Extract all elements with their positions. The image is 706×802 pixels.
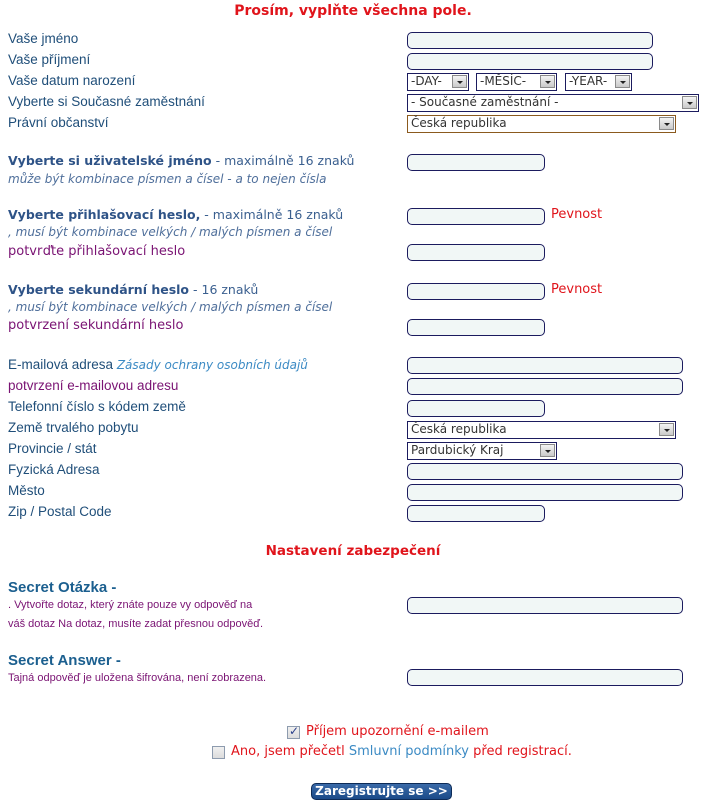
email-notify-label: Příjem upozornění e-mailem xyxy=(306,724,489,739)
secondary-password-input[interactable] xyxy=(407,283,545,300)
dob-year-value: -YEAR- xyxy=(569,74,608,88)
city-label: Město xyxy=(8,483,45,498)
dob-year-select[interactable] xyxy=(565,73,632,91)
secret-question-label: Secret Otázka - xyxy=(8,579,117,596)
terms-checkbox[interactable] xyxy=(212,746,225,759)
username-hint: může být kombinace písmen a čísel - a to nejen čísla xyxy=(8,172,327,186)
country-label: Země trvalého pobytu xyxy=(8,420,139,435)
phone-input[interactable] xyxy=(407,400,545,417)
email-label-text: E-mailová adresa xyxy=(8,357,114,372)
email-confirm-input[interactable] xyxy=(407,378,683,395)
password-confirm-label: potvrďte přihlašovací heslo xyxy=(8,244,186,259)
secret-answer-input[interactable] xyxy=(407,669,683,686)
citizenship-value: Česká republika xyxy=(411,116,507,130)
terms-suffix: před registrací. xyxy=(469,744,572,759)
email-input[interactable] xyxy=(407,357,683,374)
secondary-label-bold: Vyberte sekundární heslo xyxy=(8,282,190,297)
dob-month-value: -MĚSÍC- xyxy=(480,74,527,88)
username-input[interactable] xyxy=(407,154,545,171)
zip-label: Zip / Postal Code xyxy=(8,504,112,519)
chevron-down-icon xyxy=(452,75,467,88)
secret-question-hint-2: váš dotaz Na dotaz, musíte zadat přesnou odpověď. xyxy=(8,618,264,630)
secondary-password-strength: Pevnost xyxy=(551,282,603,297)
terms-prefix: Ano, jsem přečetl xyxy=(231,744,349,759)
dob-label: Vaše datum narození xyxy=(8,73,136,88)
email-label xyxy=(8,357,308,372)
country-select[interactable] xyxy=(407,421,676,439)
city-input[interactable] xyxy=(407,484,683,501)
secondary-password-label xyxy=(8,282,258,297)
occupation-select[interactable] xyxy=(407,94,699,112)
password-label-rest: - maximálně 16 znaků xyxy=(200,207,344,222)
chevron-down-icon xyxy=(659,423,674,436)
password-input[interactable] xyxy=(407,208,545,225)
password-hint: , musí být kombinace velkých / malých písmen a čísel xyxy=(8,225,333,239)
secondary-confirm-label: potvrzení sekundární heslo xyxy=(8,318,184,333)
privacy-policy-link[interactable]: Zásady ochrany osobních údajů xyxy=(116,358,308,372)
phone-label: Telefonní číslo s kódem země xyxy=(8,399,186,414)
username-label xyxy=(8,153,354,168)
chevron-down-icon xyxy=(615,75,630,88)
email-confirm-label: potvrzení e-mailovou adresu xyxy=(8,378,179,393)
province-label: Provincie / stát xyxy=(8,441,97,456)
address-label: Fyzická Adresa xyxy=(8,462,100,477)
password-confirm-input[interactable] xyxy=(407,244,545,261)
secret-answer-hint: Tajná odpověď je uložena šifrována, není zobrazena. xyxy=(8,672,267,684)
dob-day-value: -DAY- xyxy=(411,74,442,88)
secret-answer-label: Secret Answer - xyxy=(8,652,121,669)
username-label-rest: - maximálně 16 znaků xyxy=(211,153,355,168)
chevron-down-icon xyxy=(659,117,674,130)
occupation-value: - Současné zaměstnání - xyxy=(411,95,559,109)
address-input[interactable] xyxy=(407,463,683,480)
username-label-bold: Vyberte si uživatelské jméno xyxy=(8,153,212,168)
page-title: Prosím, vyplňte všechna pole. xyxy=(234,3,472,19)
secret-question-hint-1: . Vytvořte dotaz, který znáte pouze vy odpověď na xyxy=(8,599,253,611)
chevron-down-icon xyxy=(540,75,555,88)
first-name-label: Vaše jméno xyxy=(8,31,79,46)
citizenship-select[interactable] xyxy=(407,115,676,133)
country-value: Česká republika xyxy=(411,422,507,436)
dob-month-select[interactable] xyxy=(476,73,557,91)
dob-day-select[interactable] xyxy=(407,73,469,91)
password-label xyxy=(8,207,343,222)
first-name-input[interactable] xyxy=(407,32,653,49)
zip-input[interactable] xyxy=(407,505,545,522)
citizenship-label: Právní občanství xyxy=(8,115,109,130)
province-select[interactable] xyxy=(407,442,557,460)
register-button[interactable]: Zaregistrujte se >> xyxy=(311,783,452,800)
last-name-input[interactable] xyxy=(407,53,653,70)
email-notify-checkbox[interactable] xyxy=(287,726,300,739)
secondary-confirm-input[interactable] xyxy=(407,319,545,336)
chevron-down-icon xyxy=(540,444,555,457)
province-value: Pardubický Kraj xyxy=(411,443,504,457)
terms-label xyxy=(231,744,572,759)
secondary-label-rest: - 16 znaků xyxy=(189,282,259,297)
last-name-label: Vaše příjmení xyxy=(8,52,91,67)
chevron-down-icon xyxy=(682,96,697,109)
occupation-label: Vyberte si Současné zaměstnání xyxy=(8,94,205,109)
terms-link[interactable]: Smluvní podmínky xyxy=(348,744,470,759)
secondary-password-hint: , musí být kombinace velkých / malých písmen a čísel xyxy=(8,300,333,314)
password-strength: Pevnost xyxy=(551,207,603,222)
security-title: Nastavení zabezpečení xyxy=(265,543,441,559)
secret-question-input[interactable] xyxy=(407,597,683,614)
password-label-bold: Vyberte přihlašovací heslo, xyxy=(8,207,201,222)
